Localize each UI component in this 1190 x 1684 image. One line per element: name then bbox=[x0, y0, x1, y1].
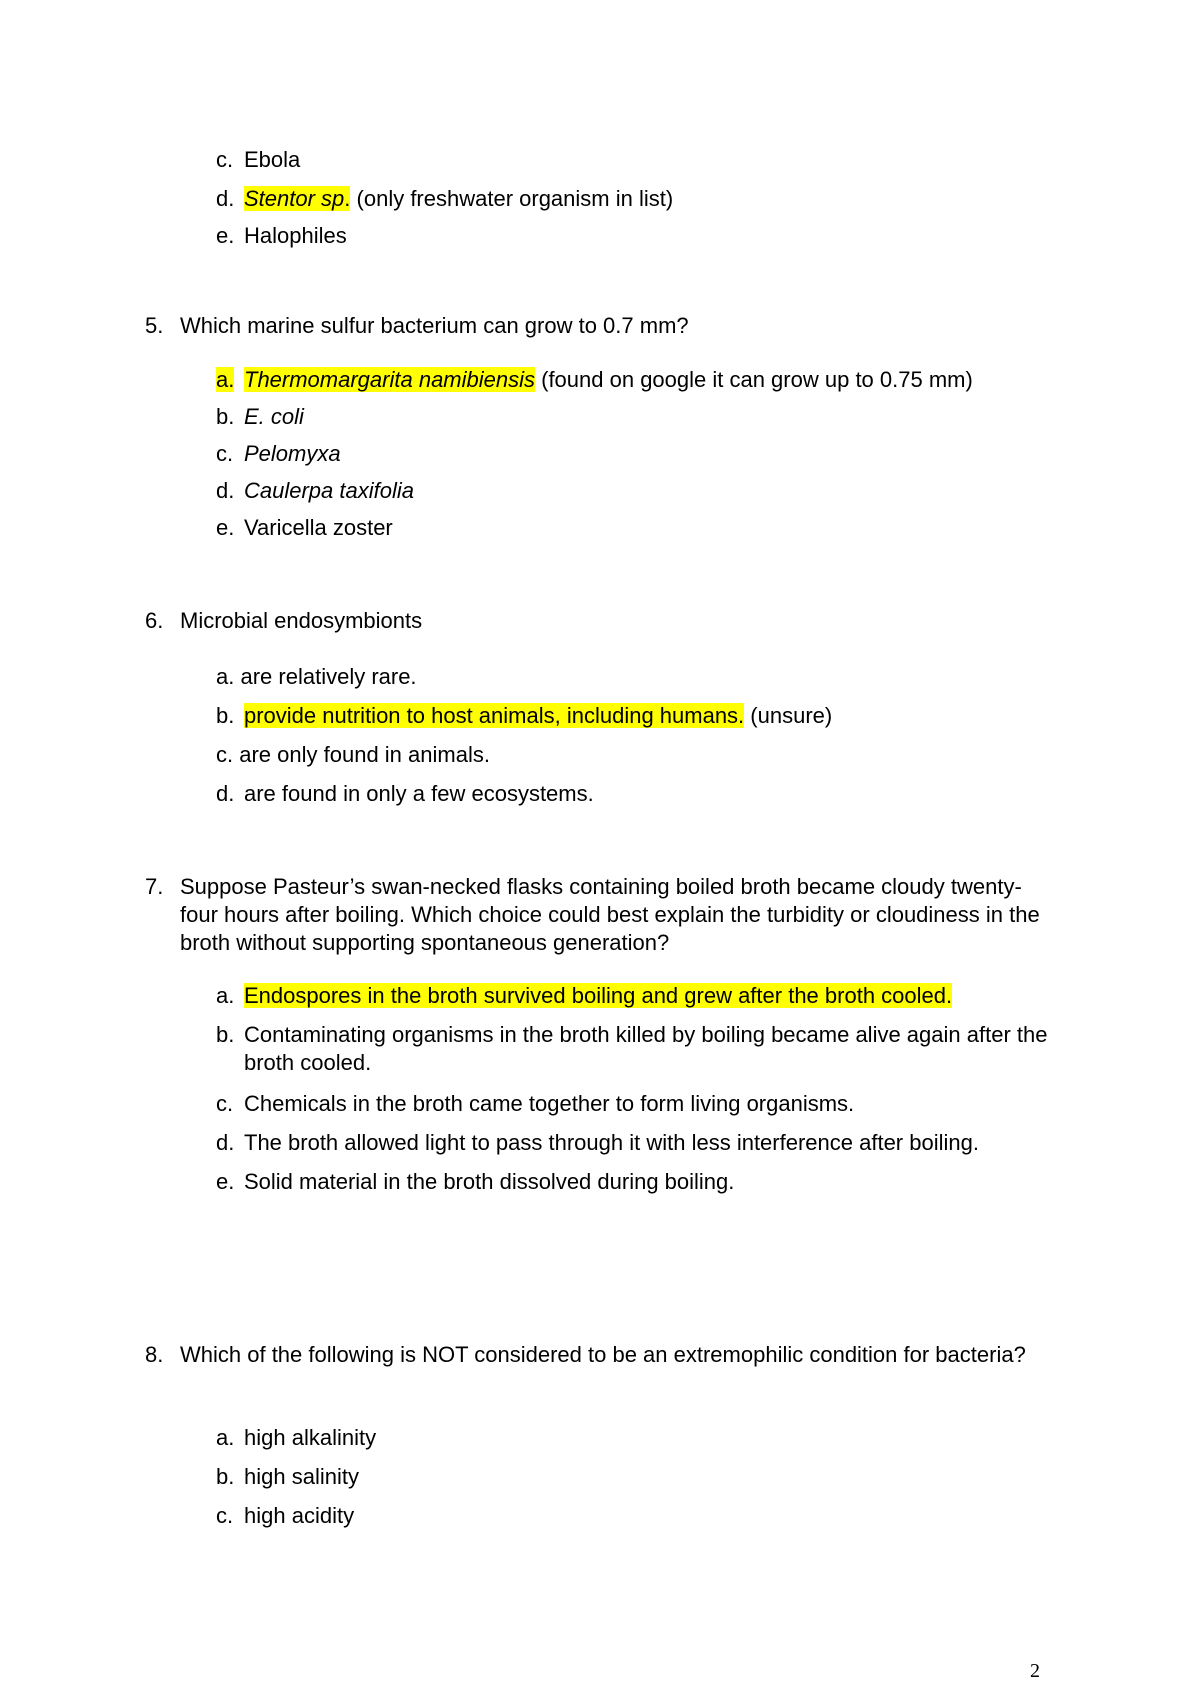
option-text-wrap bbox=[244, 982, 1074, 1010]
option-text: high salinity bbox=[244, 1464, 359, 1489]
option-letter: b. bbox=[216, 1022, 235, 1047]
option-text: Varicella zoster bbox=[244, 515, 393, 540]
option-text: E. coli bbox=[244, 404, 304, 429]
option-letter: c. bbox=[216, 1503, 234, 1528]
page-number: 2 bbox=[1030, 1660, 1040, 1682]
option-text-highlighted: provide nutrition to host animals, including humans. bbox=[244, 703, 745, 728]
option-text-wrap bbox=[244, 702, 1074, 730]
option-letter: c. bbox=[216, 147, 234, 172]
option-text-highlighted: Thermomargarita namibiensis bbox=[244, 367, 535, 392]
option-text: high alkalinity bbox=[244, 1425, 377, 1450]
option-text-highlighted: Endospores in the broth survived boiling and grew after the broth cooled. bbox=[244, 983, 953, 1008]
option-letter-wrap bbox=[216, 366, 234, 394]
option-text-highlighted-period: . bbox=[344, 186, 351, 211]
option-letter: c. bbox=[216, 742, 234, 767]
option-letter: b. bbox=[216, 703, 235, 728]
question-text: Suppose Pasteur’s swan-necked flasks containing boiled broth became cloudy twenty-four hours after boiling. Which choice could best explain the turbidity or cloudiness in the broth without supporting spontaneous generation? bbox=[180, 874, 1040, 955]
question-number: 5. bbox=[145, 313, 164, 338]
question-number: 7. bbox=[145, 874, 164, 899]
option-letter: e. bbox=[216, 1169, 235, 1194]
question-text: Microbial endosymbionts bbox=[180, 608, 423, 633]
option-note: (found on google it can grow up to 0.75 mm) bbox=[535, 367, 973, 392]
option-letter: d. bbox=[216, 186, 235, 211]
option-strike-wrap bbox=[216, 663, 1074, 691]
option-text: Caulerpa taxifolia bbox=[244, 478, 414, 503]
option-letter: b. bbox=[216, 404, 235, 429]
option-letter: e. bbox=[216, 515, 235, 540]
option-text: high acidity bbox=[244, 1503, 355, 1528]
option-text-wrap bbox=[244, 185, 1074, 213]
option-note: (only freshwater organism in list) bbox=[350, 186, 674, 211]
option-text: are only found in animals. bbox=[239, 742, 490, 767]
option-letter: d. bbox=[216, 1130, 235, 1155]
option-text-highlighted: Stentor sp bbox=[244, 186, 345, 211]
option-text: are relatively rare. bbox=[240, 664, 417, 689]
option-letter: a. bbox=[216, 983, 235, 1008]
option-letter: c. bbox=[216, 441, 234, 466]
option-text: Halophiles bbox=[244, 223, 347, 248]
option-note: (unsure) bbox=[744, 703, 833, 728]
option-text: Solid material in the broth dissolved during boiling. bbox=[244, 1169, 735, 1194]
option-letter: a. bbox=[216, 367, 235, 392]
option-text-wrap bbox=[244, 366, 1074, 394]
option-letter: c. bbox=[216, 1091, 234, 1116]
option-letter: b. bbox=[216, 1464, 235, 1489]
option-letter: d. bbox=[216, 478, 235, 503]
option-text: Ebola bbox=[244, 147, 301, 172]
question-text: Which marine sulfur bacterium can grow to 0.7 mm? bbox=[180, 313, 689, 338]
option-letter: a. bbox=[216, 1425, 235, 1450]
question-number: 6. bbox=[145, 608, 164, 633]
option-text: Pelomyxa bbox=[244, 441, 341, 466]
question-text: Which of the following is NOT considered to be an extremophilic condition for bacteria? bbox=[180, 1342, 1026, 1367]
option-text: Chemicals in the broth came together to form living organisms. bbox=[244, 1091, 855, 1116]
option-text: are found in only a few ecosystems. bbox=[244, 781, 594, 806]
option-text: Contaminating organisms in the broth killed by boiling became alive again after the broth cooled. bbox=[244, 1022, 1048, 1075]
question-number: 8. bbox=[145, 1342, 164, 1367]
option-strike-wrap bbox=[216, 741, 1074, 769]
option-letter: d. bbox=[216, 781, 235, 806]
option-text: The broth allowed light to pass through it with less interference after boiling. bbox=[244, 1130, 979, 1155]
option-letter: a. bbox=[216, 664, 235, 689]
option-letter: e. bbox=[216, 223, 235, 248]
